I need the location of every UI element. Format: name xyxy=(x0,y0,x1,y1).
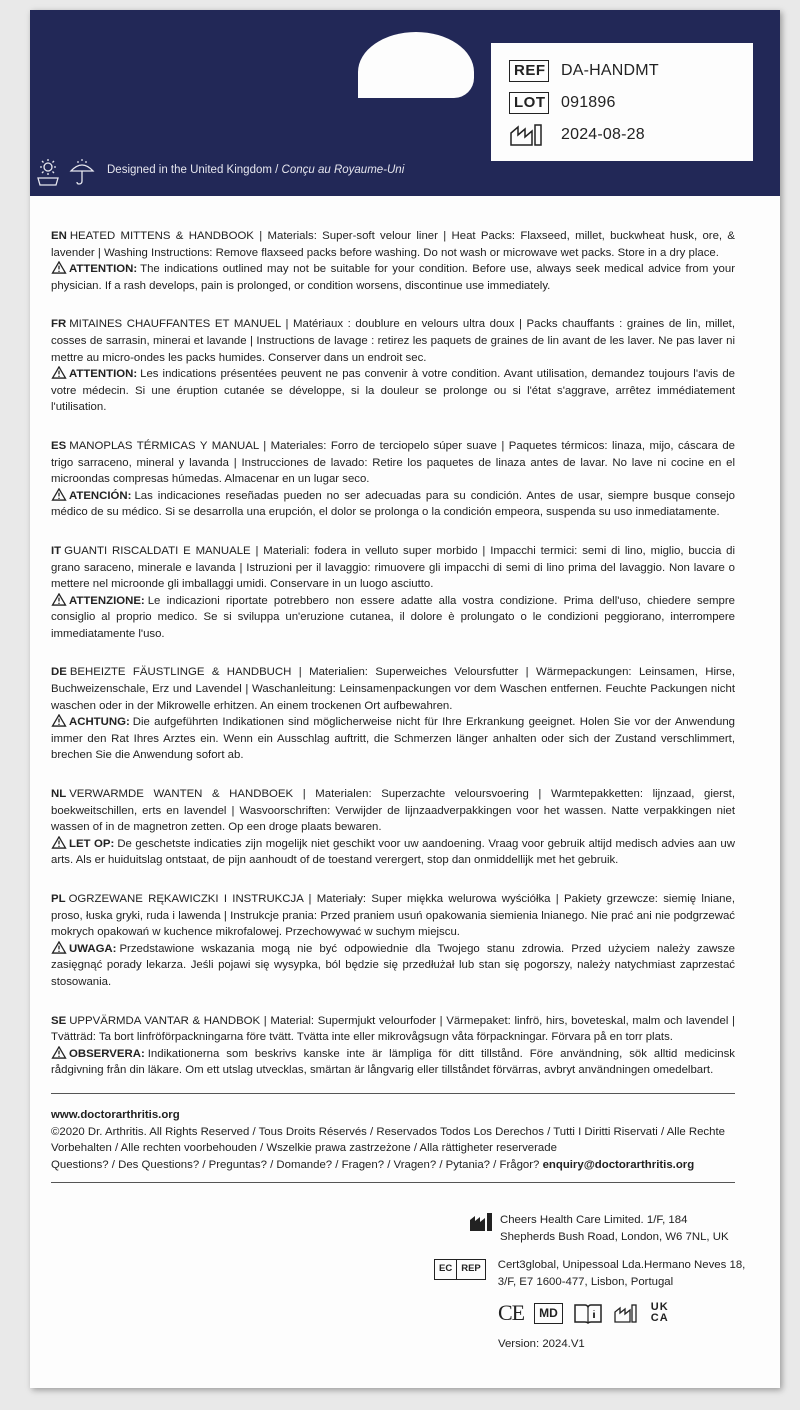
warning-label: ATTENTION: xyxy=(69,263,138,276)
ec-rep-address xyxy=(498,1257,746,1290)
manufacturer-line-2: Shepherds Bush Road, London, W6 7NL, UK xyxy=(500,1230,729,1243)
rep-label: REP xyxy=(456,1260,485,1279)
ec-rep-line-1: Cert3global, Unipessoal Lda.Hermano Neves 18, xyxy=(497,1259,746,1272)
lang-section-se xyxy=(51,1013,735,1079)
warning xyxy=(51,366,735,416)
header-band xyxy=(30,10,780,196)
date-value: 2024-08-28 xyxy=(561,126,645,143)
manufacturer-line-1: Cheers Health Care Limited. 1/F, 184 xyxy=(500,1214,688,1226)
version-label: Version: 2024.V1 xyxy=(498,1338,585,1351)
hang-hole xyxy=(358,32,474,98)
country-of-manufacture-icon xyxy=(613,1302,641,1324)
ukca-line-2: CA xyxy=(650,1312,669,1325)
lang-section-nl xyxy=(51,786,735,869)
warning xyxy=(51,836,735,869)
lang-text: MITAINES CHAUFFANTES ET MANUEL | Matériaux : doublure en velours ultra doux | Packs chauffants : graines de lin, millet, cosses de sarrasin, minerai et lavande | Instructions de lavage : retirez les paquets de graines de lin avant de les laver. Ne pas laver ni mettre au micro-ondes les packs humides. Conserver dans un endroit sec. xyxy=(51,318,735,364)
warning-icon xyxy=(51,488,67,501)
manufacturer-row xyxy=(468,1212,758,1245)
lang-code: FR xyxy=(51,318,67,331)
ref-value: DA-HANDMT xyxy=(561,62,659,79)
rights-text: ©2020 Dr. Arthritis. All Rights Reserved / Tous Droits Réservés / Reservados Todos Los Derechos / Tutti I Diritti Riservati / Alle Rechte Vorbehalten / Alle rechten voorbehouden / Wszelkie prawa zastrzeżone / Alla rättigheter reserverade xyxy=(51,1125,725,1155)
enquiry-email[interactable]: enquiry@doctorarthritis.org xyxy=(542,1158,695,1171)
ec-rep-line-2: 3/F, E7 1600-477, Lisbon, Portugal xyxy=(497,1275,674,1288)
lang-code: IT xyxy=(51,544,62,557)
warning xyxy=(51,261,735,294)
manufacture-date-icon xyxy=(509,123,549,147)
ukca-mark xyxy=(651,1302,669,1324)
lot-symbol: LOT xyxy=(509,92,549,114)
manufacturer-block xyxy=(439,1212,758,1353)
keep-away-from-sunlight-icon xyxy=(34,158,62,186)
warning-label: ACHTUNG: xyxy=(69,716,130,729)
manufacturer-icon xyxy=(468,1212,498,1232)
lot-value: 091896 xyxy=(561,94,616,111)
divider-bottom xyxy=(51,1182,735,1183)
divider-top xyxy=(51,1093,735,1094)
warning-icon xyxy=(51,836,67,849)
language-sections xyxy=(51,228,735,1101)
designed-text-fr: Conçu au Royaume-Uni xyxy=(281,164,405,176)
lang-section-it xyxy=(51,543,735,643)
warning-label: LET OP: xyxy=(69,837,115,850)
ukca-line-1: UK xyxy=(650,1301,669,1314)
lang-section-de xyxy=(51,664,735,764)
warning xyxy=(51,1046,735,1079)
instructions-icon xyxy=(573,1302,603,1324)
warning-icon xyxy=(51,366,67,379)
lang-section-fr xyxy=(51,316,735,416)
lang-text: HEATED MITTENS & HANDBOOK | Materials: Super-soft velour liner | Heat Packs: Flaxseed, millet, buckwheat husk, ore, & lavender | Washing Instructions: Remove flaxseed packs before washing. Do not wash or microwave wet packs. Store in a dry place. xyxy=(51,230,735,259)
ec-rep-row xyxy=(439,1257,758,1290)
lang-code: PL xyxy=(51,893,66,905)
lang-code: SE xyxy=(51,1014,67,1027)
lang-text: BEHEIZTE FÄUSTLINGE & HANDBUCH | Materialien: Superweiches Veloursfutter | Wärmepackungen: Leinsamen, Hirse, Buchweizenschale, Erz und Lavendel | Waschanleitung: Leinsamenpackungen vor dem Waschen entfernen. Feuchte Packungen nicht waschen oder in der Mikrowelle erhitzen. An einem trockenen Ort aufbewahren. xyxy=(51,666,735,712)
lot-row xyxy=(509,87,753,119)
lang-text: VERWARMDE WANTEN & HANDBOEK | Materialen: Superzachte veloursvoering | Warmtepakketten: lijnzaad, gierst, boekweitschillen, erts en lavendel | Wasvoorschriften: Verwijder de lijnzaadverpakkingen voor het wassen. Natte verpakkingen niet wassen of in de magnetron zetten. Op een droge plaats bewaren. xyxy=(51,788,735,834)
product-info-box xyxy=(491,43,753,161)
compliance-marks xyxy=(498,1302,758,1324)
warning-icon xyxy=(51,941,67,954)
ref-symbol: REF xyxy=(509,60,549,82)
warning xyxy=(51,593,735,643)
warning-text: De geschetste indicaties zijn mogelijk niet geschikt voor uw aandoening. Vraag voor gebruik altijd medisch advies aan uw arts. Als er huiduitslag ontstaat, de pijn aanhoudt of de toestand verergert, stop dan onmiddellijk met het gebruik. xyxy=(51,837,735,867)
designed-text: Designed in the United Kingdom / xyxy=(107,164,282,176)
warning-label: ATTENZIONE: xyxy=(69,594,145,607)
warning-icon xyxy=(51,593,67,606)
questions-text: Questions? / Des Questions? / Preguntas? / Domande? / Fragen? / Vragen? / Pytania? / Frågor? xyxy=(51,1158,543,1171)
website-url[interactable]: www.doctorarthritis.org xyxy=(51,1109,180,1121)
warning-text: Las indicaciones reseñadas pueden no ser adecuadas para su condición. Antes de usar, siempre busque consejo médico de su médico. Si se desarrolla una erupción, el dolor se prolonga o la condición empeora, suspenda su uso inmediatamente. xyxy=(51,489,735,519)
lang-code: DE xyxy=(51,666,67,679)
lang-text: OGRZEWANE RĘKAWICZKI I INSTRUKCJA | Materiały: Super miękka welurowa wyściółka | Pakiety grzewcze: siemię lniane, proso, łuska gryki, ruda i lawenda | Instrukcje prania: Przed praniem usuń opakowania siemienia lnianego. Nie prać ani nie podgrzewać mokrych opakowań w kuchence mikrofalowej. Przechowywać w suchym miejscu. xyxy=(51,893,735,939)
lang-text: MANOPLAS TÉRMICAS Y MANUAL | Materiales: Forro de terciopelo súper suave | Paquetes térmicos: linaza, mijo, cáscara de trigo sarraceno, mineral y lavanda | Instrucciones de lavado: Retire los paquetes de linaza antes de lavar. No lave ni cocine en el microondas compresas húmedas. Almacenar en un lugar seco. xyxy=(51,439,735,486)
designed-in-note xyxy=(107,164,404,176)
warning-label: OBSERVERA: xyxy=(69,1047,145,1060)
warning-label: UWAGA: xyxy=(69,942,117,955)
lang-section-pl xyxy=(51,891,735,991)
warning xyxy=(51,488,735,521)
warning xyxy=(51,714,735,764)
warning-text: Les indications présentées peuvent ne pas convenir à votre condition. Avant utilisation, demandez toujours l'avis de votre médecin. Si une éruption cutanée se développe, si la douleur se prolonge ou si l'état s'aggrave, arrêtez immédiatement l'utilisation. xyxy=(51,368,735,414)
warning-icon xyxy=(51,261,67,274)
manufacturer-address xyxy=(500,1212,729,1245)
keep-dry-icon xyxy=(68,158,96,186)
warning-icon xyxy=(51,1046,67,1059)
lang-text: GUANTI RISCALDATI E MANUALE | Materiali: fodera in velluto super morbido | Impacchi termici: semi di lino, miglio, buccia di grano saraceno, minerale e lavanda | Istruzioni per il lavaggio: rimuovere gli impacchi di semi di lino prima del lavaggio. Non lavare o mettere nel microonde gli imballaggi umidi. Conservare in un luogo asciutto. xyxy=(51,544,735,591)
ce-mark: CE xyxy=(498,1300,525,1326)
warning xyxy=(51,941,735,991)
ec-label: EC xyxy=(439,1263,453,1275)
lang-code: EN xyxy=(51,230,67,242)
warning-text: Przedstawione wskazania mogą nie być odpowiednie dla Twojego stanu zdrowia. Przed użyciem należy zawsze zasięgnąć porady lekarza. Jeśli pojawi się wysypka, ból będzie się przedłużał lub stan się pogorszy, należy natychmiast zaprzestać stosowania. xyxy=(51,942,735,988)
warning-text: The indications outlined may not be suitable for your condition. Before use, always seek medical advice from your physician. If a rash develops, pain is prolonged, or condition worsens, discontinue use immediately. xyxy=(51,263,735,292)
lang-section-es xyxy=(51,438,735,521)
md-mark: MD xyxy=(534,1303,563,1324)
warning-text: Le indicazioni riportate potrebbero non essere adatte alla vostra condizione. Prima dell'uso, chiedere sempre consiglio al proprio medico. Se si sviluppa un'eruzione cutanea, il dolore è prolungato o le condizioni peggiorano, interrompere immediatamente l'uso. xyxy=(51,594,735,640)
package-label xyxy=(30,10,780,1388)
warning-label: ATTENTION: xyxy=(69,368,138,381)
warning-icon xyxy=(51,714,67,727)
lang-code: NL xyxy=(51,788,67,801)
lang-text: UPPVÄRMDA VANTAR & HANDBOK | Material: Supermjukt velourfoder | Värmepaket: linfrö, hirs, boveteskal, malm och lavendel | Tvätträd: Ta bort linfröförpackningarna före tvätt. Tvätta inte eller mikrovågsugn våta förpackningar. Förvara på en torr plats. xyxy=(51,1014,735,1044)
date-row xyxy=(509,119,753,151)
lang-section-en xyxy=(51,228,735,294)
ec-rep-symbol xyxy=(434,1259,486,1280)
footer-rights xyxy=(51,1107,735,1173)
warning-text: Indikationerna som beskrivs kanske inte är lämpliga för ditt tillstånd. Före användning, sök alltid medicinsk rådgivning från din läkare. Om ett utslag utvecklas, smärtan är långvarig eller tillståndet förvärras, avbryt användningen omedelbart. xyxy=(51,1047,735,1077)
ref-row xyxy=(509,55,753,87)
warning-label: ATENCIÓN: xyxy=(69,489,132,502)
lang-code: ES xyxy=(51,439,67,452)
warning-text: Die aufgeführten Indikationen sind möglicherweise nicht für Ihre Erkrankung geeignet. Holen Sie vor der Anwendung immer den Rat Ihres Arztes ein. Wenn ein Ausschlag auftritt, die Schmerzen länger anhalten oder sich der Zustand verschlimmert, brechen Sie die Anwendung sofort ab. xyxy=(51,716,735,762)
